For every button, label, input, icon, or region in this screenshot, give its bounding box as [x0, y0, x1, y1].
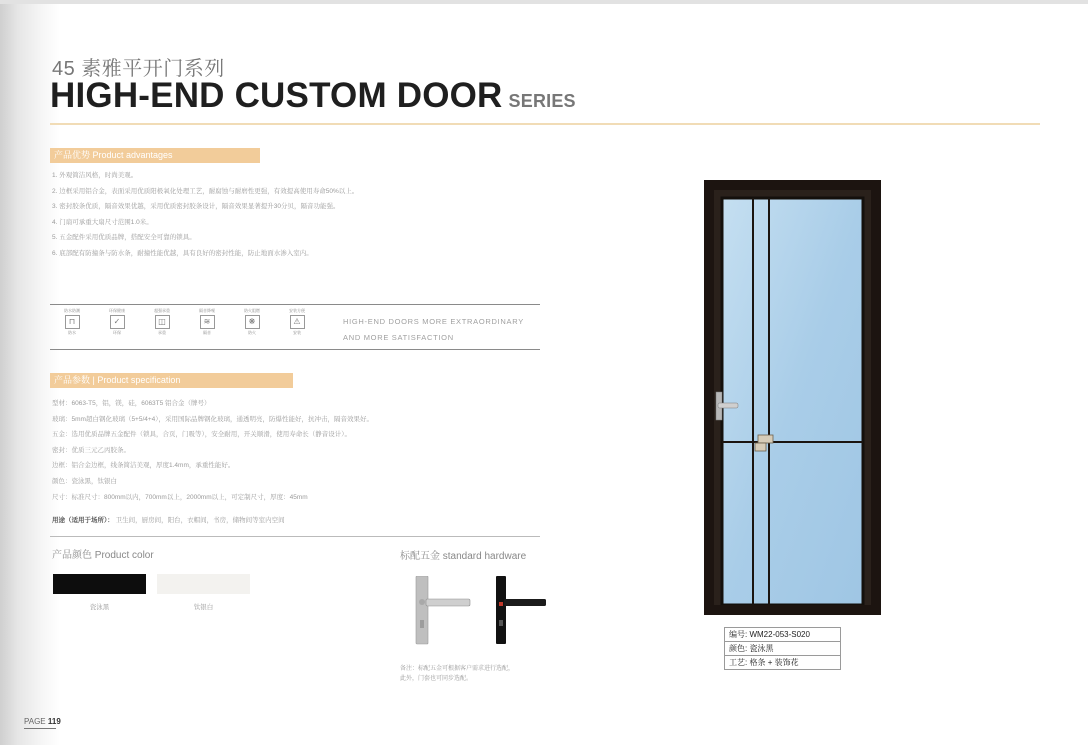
- icon-title: 隔音降噪: [199, 308, 215, 313]
- icon-label: 隔音: [203, 330, 211, 335]
- door-illustration: [704, 180, 881, 615]
- spec-band: 产品参数 | Product specification: [50, 373, 293, 388]
- eco-icon: ✓: [110, 315, 125, 329]
- icon-title: 安装方便: [289, 308, 305, 313]
- icon-title: 环保健康: [109, 308, 125, 313]
- spec-bottom-rule: [50, 536, 540, 537]
- spec-item: 五金：选用优质品牌五金配件（锁具，合页，门吸等），安全耐用，开关顺滑，使用寿命长（静音设计）。: [52, 431, 351, 439]
- icon-title: 超强承重: [154, 308, 170, 313]
- door-glass: [722, 198, 863, 605]
- waterproof-icon: ⊓: [65, 315, 80, 329]
- swatch-white-label: 钛银白: [193, 604, 214, 611]
- black-handle-icon: [494, 576, 550, 646]
- icon-label: 环保: [113, 330, 121, 335]
- swatch-black: [53, 574, 146, 594]
- install-icon: ⚠: [290, 315, 305, 329]
- icon-waterproof: [52, 308, 92, 348]
- icon-install: [277, 308, 317, 348]
- door-process-row: [725, 656, 841, 670]
- spec-list: [52, 396, 542, 529]
- slogan: [343, 314, 524, 346]
- slogan-line-1: HIGH-END DOORS MORE EXTRAORDINARY: [343, 317, 524, 326]
- icon-eco: [97, 308, 137, 348]
- feature-icon-row: [52, 308, 332, 348]
- series-english-title: [50, 76, 576, 116]
- door-color-label: 颜色:: [729, 644, 748, 653]
- door-code-value: WM22-053-S020: [749, 630, 810, 639]
- door-process-label: 工艺:: [729, 658, 748, 667]
- icon-strip-bottom-rule: [50, 349, 540, 350]
- usage-label: 用途（适用于场所）：: [52, 517, 114, 525]
- slogan-line-2: AND MORE SATISFACTION: [343, 333, 454, 342]
- hardware-note: [400, 664, 540, 684]
- silver-handle-icon: [412, 576, 472, 646]
- loadbearing-icon: ◫: [155, 315, 170, 329]
- page-label: PAGE: [24, 717, 46, 726]
- icon-label: 安装: [293, 330, 301, 335]
- top-edge: [0, 0, 1088, 4]
- spec-item: 玻璃：5mm超白钢化玻璃（5+5/4+4），采用国际品牌钢化玻璃，通透明亮，防爆性能好，抗冲击，隔音效果好。: [52, 415, 374, 423]
- icon-fireproof: [232, 308, 272, 348]
- title-divider: [50, 123, 1040, 125]
- usage-text: 卫生间，厨房间，阳台，衣帽间，书房，储物间等室内空间: [115, 517, 285, 525]
- door-info-table: [724, 627, 841, 670]
- page-number: [24, 717, 61, 726]
- spec-item: 型材：6063-T5，铝，镁，硅，6063T5 铝合金（牌号）: [52, 400, 211, 407]
- swatch-black-label: 瓷泳黑: [89, 604, 110, 611]
- feature-item: 4. 门扇可承重大扇尺寸范围1.0米。: [52, 218, 153, 226]
- page-number-value: 119: [47, 717, 61, 726]
- icon-title: 防水防潮: [64, 308, 80, 313]
- icon-label: 承重: [158, 330, 166, 335]
- spec-item: 颜色：瓷泳黑，钛银白: [52, 477, 117, 485]
- spec-item: 尺寸：标准尺寸：800mm以内，700mm以上，2000mm以上，可定制尺寸，厚度：45mm: [52, 493, 308, 501]
- series-english-main: HIGH-END CUSTOM DOOR: [50, 76, 503, 115]
- fireproof-icon: ❋: [245, 315, 260, 329]
- hardware-label: 标配五金 standard hardware: [400, 551, 527, 562]
- feature-item: 3. 密封胶条优质，隔音效果优越，采用优质密封胶条设计，隔音效果显著提升30分贝，隔音功能强。: [52, 203, 340, 210]
- icon-loadbearing: [142, 308, 182, 348]
- door-code-row: [725, 628, 841, 642]
- door-handle-lever: [718, 403, 738, 408]
- icon-label: 防水: [68, 330, 76, 335]
- product-color-label: 产品颜色 Product color: [52, 550, 154, 561]
- hardware-note-line-2: 此外，门套也可同步选配。: [400, 676, 473, 682]
- series-english-suffix: SERIES: [508, 91, 576, 111]
- series-chinese-title: 45 素雅平开门系列: [52, 58, 225, 80]
- icon-label: 防火: [248, 330, 256, 335]
- door-process-value: 格条 + 装饰花: [749, 658, 799, 667]
- feature-item: 2. 边框采用铝合金，表面采用优质阳极氧化处理工艺，耐腐蚀与耐磨性更强，有效提高使用寿命50%以上。: [52, 187, 359, 195]
- icon-title: 防火阻燃: [244, 308, 260, 313]
- features-band: 产品优势 Product advantages: [50, 148, 260, 163]
- features-list: [52, 168, 532, 261]
- feature-item: 1. 外观简洁风格，时尚美观。: [52, 172, 138, 179]
- icon-strip-top-rule: [50, 304, 540, 305]
- door-code-label: 编号:: [729, 630, 748, 639]
- usage-row: [52, 513, 542, 529]
- door-color-value: 瓷泳黑: [749, 644, 774, 653]
- hardware-note-line-1: 备注：标配五金可根据客户需求进行选配，: [400, 666, 515, 672]
- swatch-white: [157, 574, 250, 594]
- spec-item: 密封：优质三元乙丙胶条。: [52, 446, 130, 454]
- door-color-row: [725, 642, 841, 656]
- feature-item: 6. 底部配有防撞条与防水条，耐撞性能优越，具有良好的密封性能，防止地面水渗入室内。: [52, 249, 313, 257]
- icon-soundproof: [187, 308, 227, 348]
- spec-item: 边框：铝合金边框，线条简洁美观，厚度1.4mm，承重性能好。: [52, 462, 235, 470]
- page-number-underline: [24, 728, 56, 729]
- feature-item: 5. 五金配件采用优质品牌，搭配安全可靠的锁具。: [52, 234, 196, 241]
- soundproof-icon: ≋: [200, 315, 215, 329]
